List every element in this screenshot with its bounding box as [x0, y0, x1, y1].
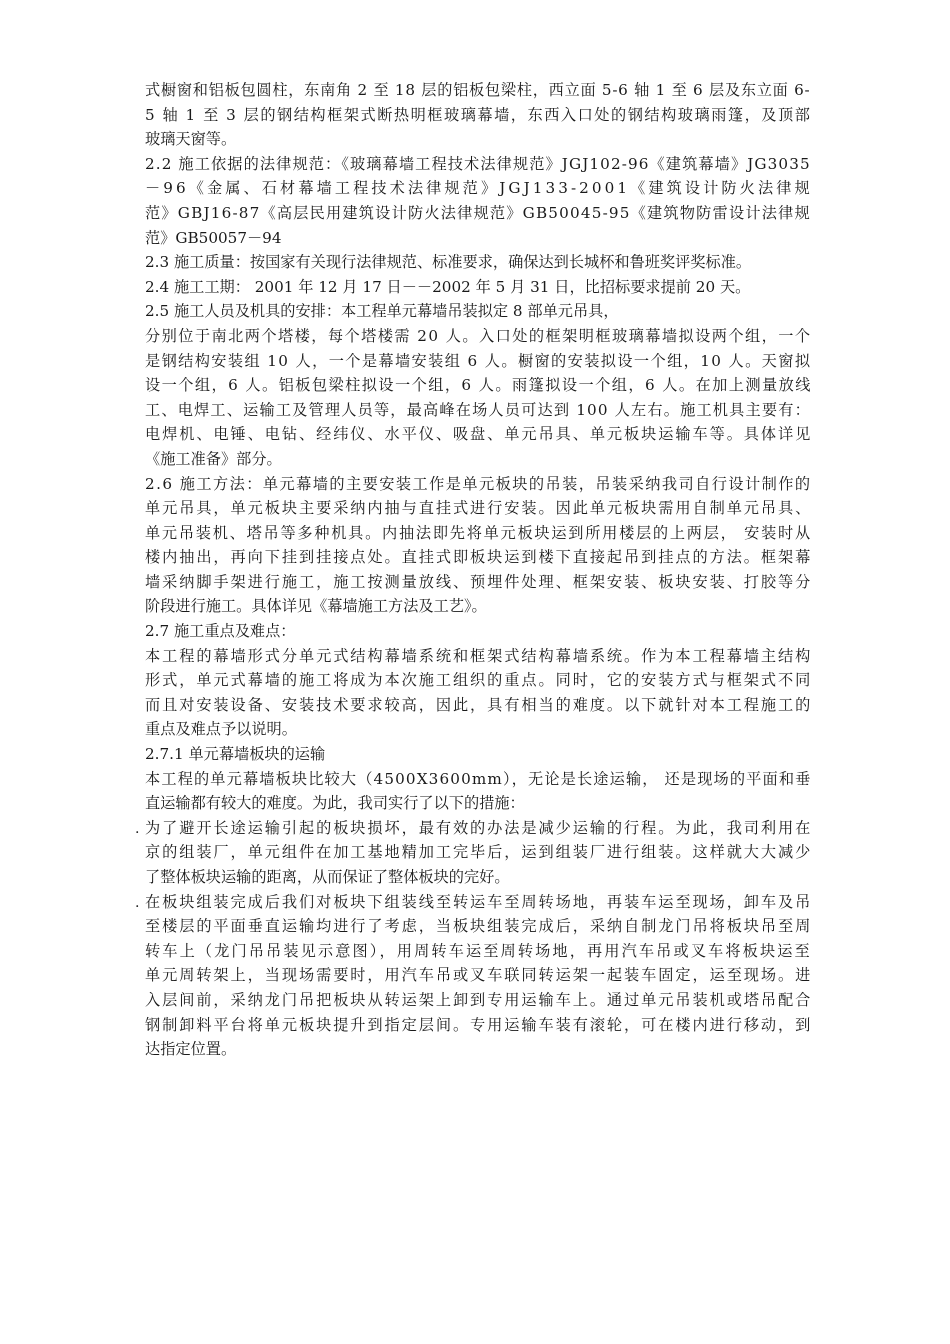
text-line	[145, 299, 810, 324]
text-line	[145, 226, 810, 251]
text-line	[145, 275, 810, 300]
text-line	[145, 496, 813, 521]
text-line-content: 本工程的幕墙形式分单元式结构幕墙系统和框架式结构幕墙系统。作为本工程幕墙主结构	[145, 646, 813, 665]
text-line	[145, 103, 810, 128]
text-line	[145, 840, 813, 865]
text-line-content: 单元吊装机、塔吊等多种机具。内抽法即先将单元板块运到所用楼层的上两层， 安装时从	[145, 523, 812, 542]
text-line-content: 楼内抽出，再向下挂到挂接点处。直挂式即板块运到楼下直接起吊到挂点的方法。框架幕	[145, 548, 813, 567]
text-line-content: 至楼层的平面垂直运输均进行了考虑，当板块组装完成后，采纳自制龙门吊将板块吊至周	[145, 917, 813, 936]
text-line	[145, 201, 810, 226]
text-line	[145, 472, 810, 497]
text-line	[145, 127, 810, 152]
text-line-content: 2.4 施工工期： 2001 年 12 月 17 日－－2002 年 5 月 31 日，比招标要求提前 20 天。	[145, 277, 751, 296]
text-line-content: 单元吊具，单元板块主要采纳内抽与直挂式进行安装。因此单元板块需用自制单元吊具、	[145, 499, 813, 518]
text-line	[145, 422, 813, 447]
text-line-content: 是钢结构安装组 10 人，一个是幕墙安装组 6 人。橱窗的安装拟设一个组，10 人。天窗拟	[145, 351, 812, 370]
text-line	[145, 152, 810, 177]
text-line-content: 《施工准备》部分。	[145, 449, 282, 468]
text-line-content: 分别位于南北两个塔楼，每个塔楼需 20 人。入口处的框架明框玻璃幕墙拟设两个组，一个	[145, 326, 812, 345]
text-line-content: 电焊机、电锤、电钻、经纬仪、水平仪、吸盘、单元吊具、单元板块运输车等。具体详见	[145, 425, 813, 444]
text-line-content: 重点及难点予以说明。	[145, 720, 297, 739]
text-line-content: 2.5 施工人员及机具的安排：本工程单元幕墙吊装拟定 8 部单元吊具，	[145, 302, 619, 321]
text-line-content: －96《金属、石材幕墙工程技术法律规范》JGJ133-2001《建筑设计防火法律规	[145, 179, 813, 198]
text-line	[135, 816, 813, 841]
text-line-content: 2.6 施工方法：单元幕墙的主要安装工作是单元板块的吊装，吊装采纳我司自行设计制作的	[145, 474, 812, 493]
text-line-content: 达指定位置。	[145, 1040, 237, 1059]
text-line	[145, 1013, 813, 1038]
text-line	[145, 176, 813, 201]
text-line-content: 京的组装厂，单元组件在加工基地精加工完毕后，运到组装厂进行组装。这样就大大减少	[145, 843, 813, 862]
text-line-content: 直运输都有较大的难度。为此，我司实行了以下的措施：	[145, 794, 525, 813]
text-line-content: 单元周转架上，当现场需要时，用汽车吊或叉车联同转运架一起装车固定，运至现场。进	[145, 966, 813, 985]
text-line-content: 工、电焊工、运输工及管理人员等，最高峰在场人员可达到 100 人左右。施工机具主要有：	[145, 400, 811, 419]
text-line-content: 2.2 施工依据的法律规范：《玻璃幕墙工程技术法律规范》JGJ102-96《建筑幕墙》JG3035	[145, 154, 811, 173]
text-line	[135, 890, 813, 915]
text-line-content: 式橱窗和铝板包圆柱，东南角 2 至 18 层的铝板包梁柱，西立面 5-6 轴 1 至 6 层及东立面 6-	[145, 81, 811, 99]
text-line	[145, 865, 810, 890]
text-line	[145, 1037, 810, 1062]
text-line-content: 为了避开长途运输引起的板块损坏，最有效的办法是减少运输的行程。为此，我司利用在	[145, 818, 813, 837]
document-body	[135, 78, 813, 1062]
text-line-content: 阶段进行施工。具体详见《幕墙施工方法及工艺》。	[145, 597, 487, 616]
text-line	[145, 668, 813, 693]
bullet-marker: .	[135, 820, 140, 837]
text-line-content: 玻璃天窗等。	[145, 130, 237, 149]
text-line	[145, 594, 810, 619]
text-line	[145, 693, 813, 718]
text-line-content: 了整体板块运输的距离，从而保证了整体板块的完好。	[145, 868, 510, 886]
text-line	[145, 250, 810, 275]
text-line	[145, 742, 810, 767]
text-line-content: 转车上（龙门吊吊装见示意图），用周转车运至周转场地，再用汽车吊或叉车将板块运至	[145, 941, 812, 960]
text-line-content: 钢制卸料平台将单元板块提升到指定层间。专用运输车装有滚轮，可在楼内进行移动，到	[145, 1015, 813, 1034]
text-line	[145, 791, 810, 816]
text-line-content: 2.7 施工重点及难点：	[145, 622, 296, 641]
text-line-content: 范》GB50057－94	[145, 228, 282, 247]
text-line	[145, 78, 810, 103]
text-line	[145, 324, 810, 349]
text-line-content: 在板块组装完成后我们对板块下组装线至转运车至周转场地，再装车运至现场，卸车及吊	[145, 892, 813, 911]
text-line-content: 入层间前，采纳龙门吊把板块从转运架上卸到专用运输车上。通过单元吊装机或塔吊配合	[145, 990, 813, 1009]
text-line	[145, 914, 813, 939]
text-line-content: 而且对安装设备、安装技术要求较高，因此，具有相当的难度。以下就针对本工程施工的	[145, 695, 813, 714]
text-line	[145, 570, 813, 595]
text-line-content: 墙采纳脚手架进行施工，施工按测量放线、预埋件处理、框架安装、板块安装、打胶等分	[145, 572, 813, 591]
text-line	[145, 988, 813, 1013]
text-line-content: 2.3 施工质量：按国家有关现行法律规范、标准要求，确保达到长城杯和鲁班奖评奖标准。	[145, 253, 752, 272]
text-line	[145, 447, 810, 472]
text-line	[145, 644, 813, 669]
text-line	[145, 521, 810, 546]
text-line	[145, 349, 810, 374]
text-line	[145, 545, 813, 570]
text-line	[145, 373, 810, 398]
text-line	[145, 619, 810, 644]
text-line-content: 范》GBJ16-87《高层民用建筑设计防火法律规范》GB50045-95《建筑物防雷设计法律规	[145, 203, 811, 222]
text-line-content: 设一个组，6 人。铝板包梁柱拟设一个组，6 人。雨篷拟设一个组，6 人。在加上测量放线	[145, 376, 812, 395]
text-line	[145, 767, 810, 792]
text-line	[145, 939, 810, 964]
text-line-content: 5 轴 1 至 3 层的钢结构框架式断热明框玻璃幕墙，东西入口处的钢结构玻璃雨篷，及顶部	[145, 105, 812, 124]
text-line-content: 2.7.1 单元幕墙板块的运输	[145, 745, 326, 764]
text-line	[145, 963, 813, 988]
bullet-marker: .	[135, 894, 140, 911]
text-line	[145, 398, 810, 423]
text-line-content: 形式，单元式幕墙的施工将成为本次施工组织的重点。同时，它的安装方式与框架式不同	[145, 671, 813, 690]
text-line	[145, 717, 810, 742]
text-line-content: 本工程的单元幕墙板块比较大（4500X3600mm），无论是长途运输， 还是现场的平面和垂	[145, 769, 812, 788]
